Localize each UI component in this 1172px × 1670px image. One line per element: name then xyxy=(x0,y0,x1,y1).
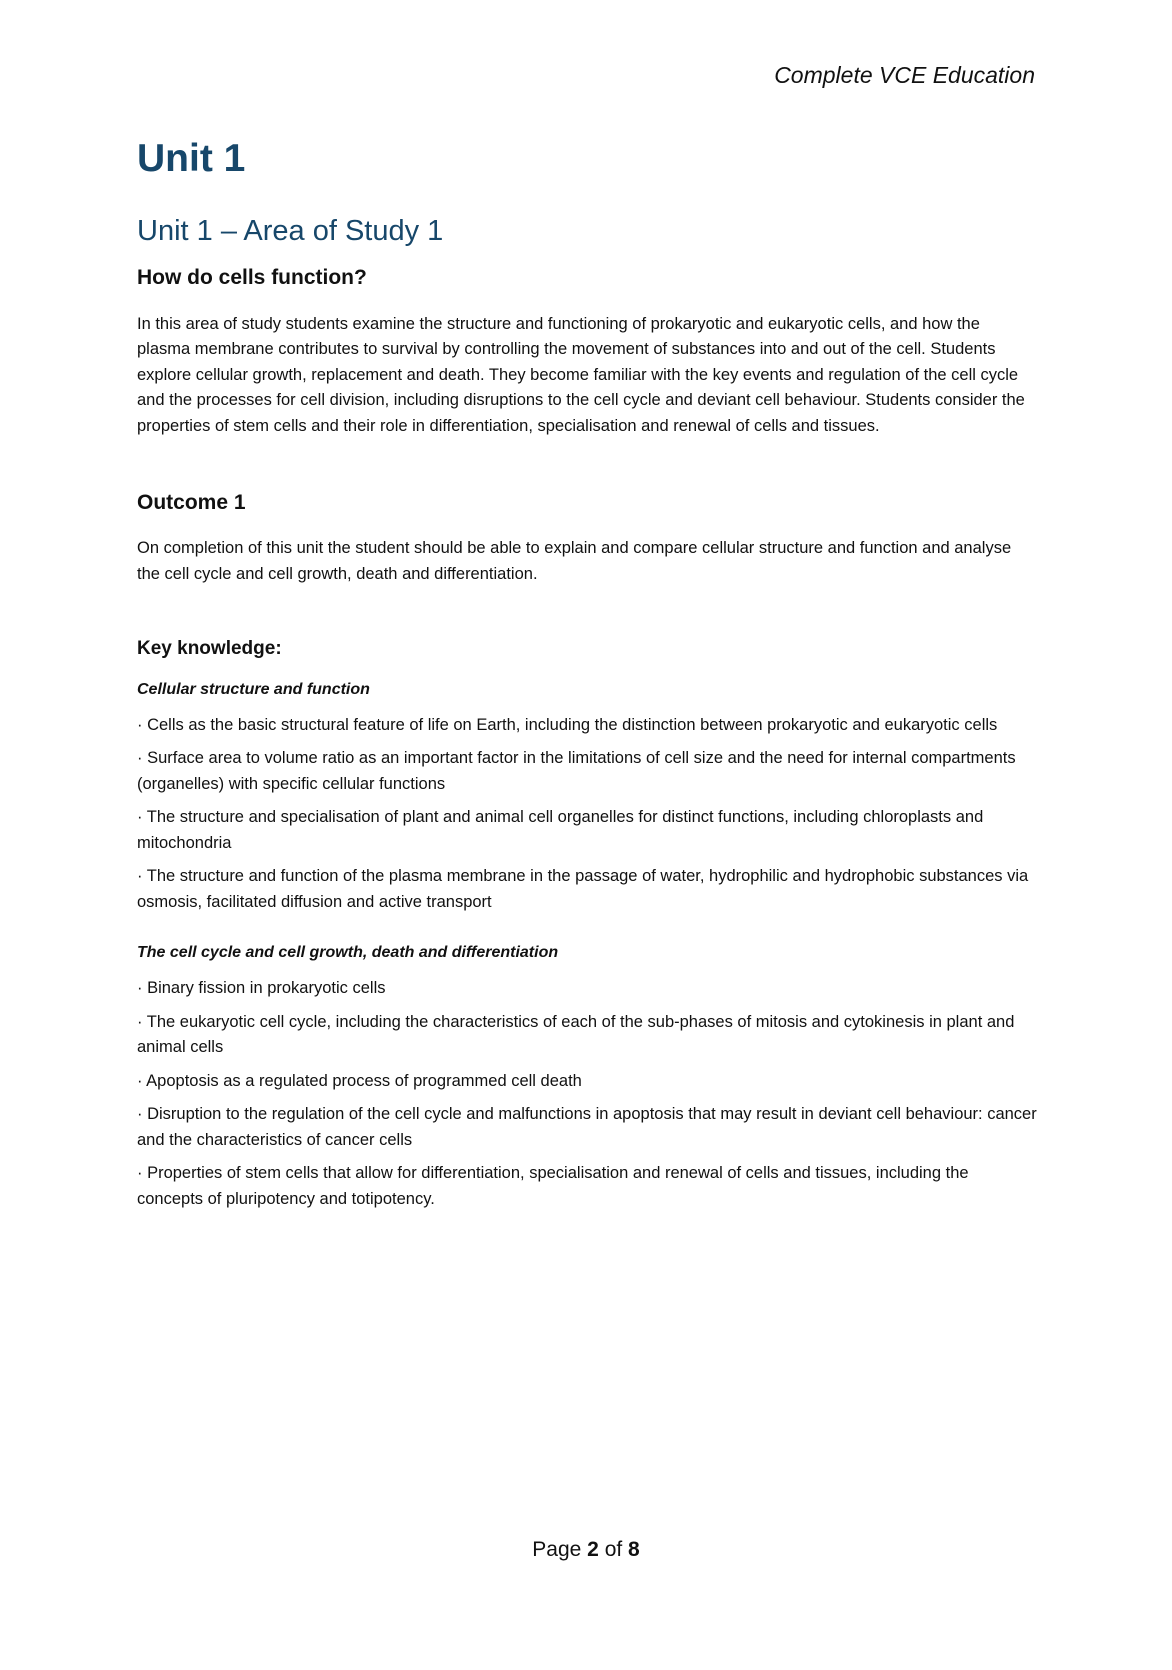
key-knowledge-section xyxy=(137,680,1037,915)
unit-title: Unit 1 xyxy=(137,137,246,180)
list-item: · Binary fission in prokaryotic cells xyxy=(137,979,386,998)
area-of-study-title: Unit 1 – Area of Study 1 xyxy=(137,214,444,247)
list-item: · Apoptosis as a regulated process of programmed cell death xyxy=(137,1071,582,1090)
total-pages-number: 8 xyxy=(628,1538,640,1561)
key-knowledge-subheading: The cell cycle and cell growth, death and differentiation xyxy=(137,944,559,962)
spacer xyxy=(137,439,1037,489)
of-word: of xyxy=(604,1538,623,1561)
list-item: · Cells as the basic structural feature of life on Earth, including the distinction between prokaryotic and eukaryotic cells xyxy=(137,715,998,734)
key-knowledge-section xyxy=(137,943,1037,1212)
list-item: · Properties of stem cells that allow for differentiation, specialisation and renewal of cells and tissues, including the concepts of pluripotency and totipotency. xyxy=(137,1164,969,1208)
area-question-heading: How do cells function? xyxy=(137,266,367,290)
list-item: · Disruption to the regulation of the cell cycle and malfunctions in apoptosis that may result in deviant cell behaviour: cancer and the characteristics of cancer cells xyxy=(137,1105,1037,1149)
page-word: Page xyxy=(532,1538,582,1561)
key-knowledge-heading: Key knowledge: xyxy=(137,638,282,660)
key-knowledge-list xyxy=(137,976,1037,1212)
page-content xyxy=(137,138,1037,1220)
list-item: · The structure and specialisation of plant and animal cell organelles for distinct functions, including chloroplasts and mitochondria xyxy=(137,808,984,852)
list-item: · The eukaryotic cell cycle, including the characteristics of each of the sub-phases of mitosis and cytokinesis in plant and animal cells xyxy=(137,1012,1015,1057)
list-item: · Surface area to volume ratio as an important factor in the limitations of cell size and the need for internal compartments (organelles) with specific cellular functions xyxy=(137,749,1016,793)
key-knowledge-subheading: Cellular structure and function xyxy=(137,681,370,699)
spacer xyxy=(137,587,1037,637)
page-header: Complete VCE Education xyxy=(774,62,1035,88)
current-page-number: 2 xyxy=(587,1538,599,1561)
list-item: · The structure and function of the plasma membrane in the passage of water, hydrophilic and hydrophobic substances via osmosis, facilitated diffusion and active transport xyxy=(137,867,1029,911)
page-footer xyxy=(0,1538,1172,1562)
outcome-heading: Outcome 1 xyxy=(137,491,246,515)
outcome-paragraph: On completion of this unit the student should be able to explain and compare cellular structure and function and analyse the cell cycle and cell growth, death and differentiation. xyxy=(137,539,1012,583)
key-knowledge-list xyxy=(137,713,1037,916)
area-intro-paragraph: In this area of study students examine the structure and functioning of prokaryotic and eukaryotic cells, and how the plasma membrane contributes to survival by controlling the movement of substances into and out of the cell. Students explore cellular growth, replacement and death. They become familiar with the key events and regulation of the cell cycle and the processes for cell division, including disruptions to the cell cycle and deviant cell behaviour. Students consider the properties of stem cells and their role in differentiation, specialisation and renewal of cells and tissues. xyxy=(137,314,1025,435)
